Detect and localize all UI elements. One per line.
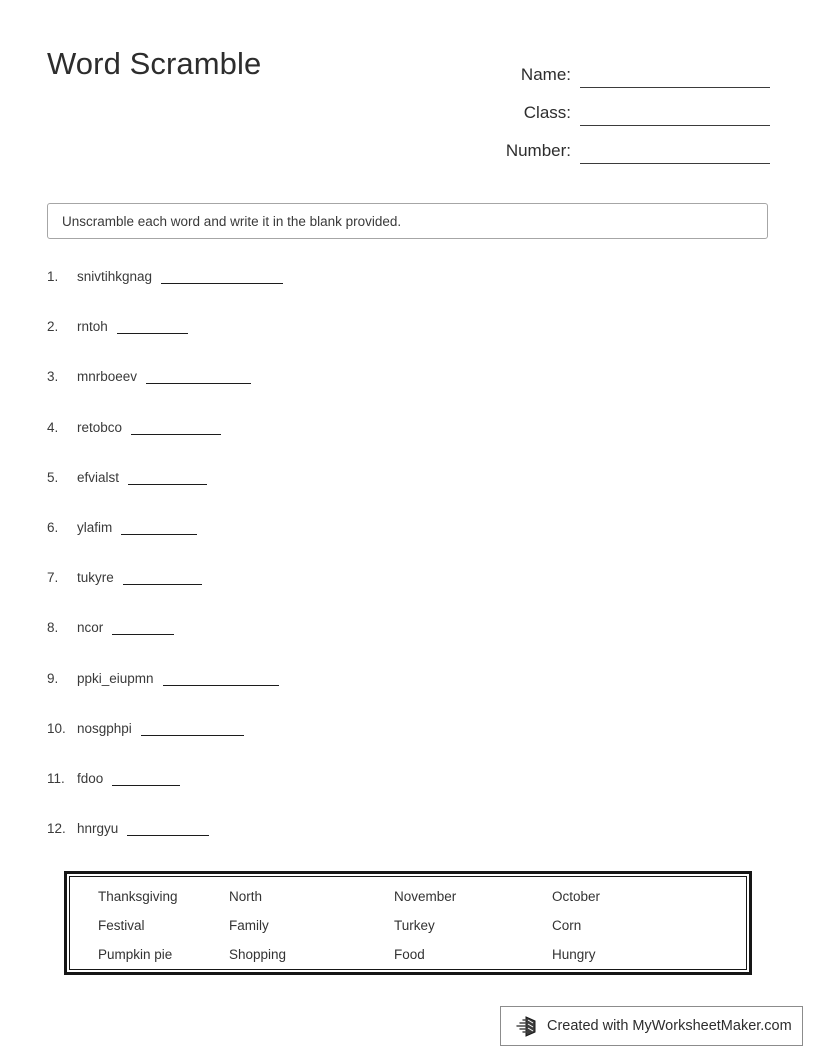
page-title: Word Scramble <box>47 46 262 81</box>
student-info-fields <box>420 50 770 164</box>
question-number: 10. <box>47 720 66 736</box>
scrambled-word: nosgphpi <box>77 720 132 736</box>
question-number: 9. <box>47 670 59 686</box>
question-row <box>47 318 768 368</box>
scrambled-word: mnrboeev <box>77 369 138 385</box>
word-bank-grid <box>69 876 747 970</box>
word-bank-word: North <box>229 889 263 904</box>
instruction-text: Unscramble each word and write it in the blank provided. <box>62 213 402 229</box>
word-bank-word: Food <box>394 947 425 962</box>
question-number: 12. <box>47 821 66 837</box>
name-field-label: Name: <box>520 65 571 84</box>
question-list <box>47 268 768 870</box>
question-number: 8. <box>47 620 59 636</box>
word-bank-row <box>70 918 746 947</box>
class-field-input[interactable] <box>580 103 770 126</box>
question-row <box>47 569 768 619</box>
scrambled-word: tukyre <box>77 570 114 586</box>
word-bank-word: Turkey <box>394 918 435 933</box>
word-bank-word: Pumpkin pie <box>98 947 173 962</box>
answer-blank[interactable] <box>146 368 251 384</box>
question-number: 4. <box>47 419 59 435</box>
worksheet-header <box>0 0 816 190</box>
class-field-row <box>420 88 770 126</box>
number-field-input[interactable] <box>580 141 770 164</box>
question-row <box>47 670 768 720</box>
answer-blank[interactable] <box>112 619 174 635</box>
scrambled-word: ppki_eiupmn <box>77 670 154 686</box>
question-number: 1. <box>47 269 59 284</box>
scrambled-word: hnrgyu <box>77 821 119 837</box>
question-number: 6. <box>47 519 59 535</box>
instruction-box <box>47 203 768 239</box>
word-bank-row <box>70 947 746 976</box>
number-field-label: Number: <box>505 141 571 160</box>
question-number: 5. <box>47 469 59 485</box>
question-row <box>47 820 768 870</box>
question-row <box>47 368 768 418</box>
scrambled-word: retobco <box>77 419 123 435</box>
scrambled-word: ylafim <box>77 519 113 535</box>
question-row <box>47 770 768 820</box>
word-bank-word: Festival <box>98 918 145 933</box>
question-row <box>47 469 768 519</box>
footer-badge[interactable] <box>500 1006 803 1046</box>
answer-blank[interactable] <box>161 268 283 284</box>
answer-blank[interactable] <box>121 519 197 535</box>
question-row <box>47 268 768 318</box>
word-bank-word: October <box>552 889 601 904</box>
answer-blank[interactable] <box>163 670 279 686</box>
question-number: 7. <box>47 570 59 586</box>
question-number: 2. <box>47 319 59 335</box>
question-row <box>47 419 768 469</box>
word-bank-word: Thanksgiving <box>98 889 178 904</box>
word-bank-word: Family <box>229 918 269 933</box>
word-bank-row <box>70 889 746 918</box>
word-bank-word: Hungry <box>552 947 596 962</box>
name-field-row <box>420 50 770 88</box>
class-field-label: Class: <box>523 103 571 122</box>
question-number: 11. <box>47 770 65 786</box>
scrambled-word: rntoh <box>77 319 108 335</box>
worksheet-maker-logo-icon <box>515 1015 539 1037</box>
answer-blank[interactable] <box>112 770 180 786</box>
word-bank-word: November <box>394 889 457 904</box>
scrambled-word: fdoo <box>77 770 104 786</box>
word-bank-word: Corn <box>552 918 582 933</box>
scrambled-word: ncor <box>77 620 104 636</box>
word-bank <box>64 871 752 975</box>
answer-blank[interactable] <box>128 469 207 485</box>
footer-badge-text: Created with MyWorksheetMaker.com <box>547 1018 792 1034</box>
scrambled-word: snivtihkgnag <box>77 269 153 284</box>
question-row <box>47 720 768 770</box>
name-field-input[interactable] <box>580 65 770 88</box>
answer-blank[interactable] <box>141 720 244 736</box>
question-number: 3. <box>47 369 59 385</box>
question-row <box>47 619 768 669</box>
answer-blank[interactable] <box>117 318 188 334</box>
question-row <box>47 519 768 569</box>
word-bank-word: Shopping <box>229 947 287 962</box>
answer-blank[interactable] <box>127 820 209 836</box>
scrambled-word: efvialst <box>77 469 120 485</box>
number-field-row <box>420 126 770 164</box>
answer-blank[interactable] <box>131 419 221 435</box>
answer-blank[interactable] <box>123 569 202 585</box>
